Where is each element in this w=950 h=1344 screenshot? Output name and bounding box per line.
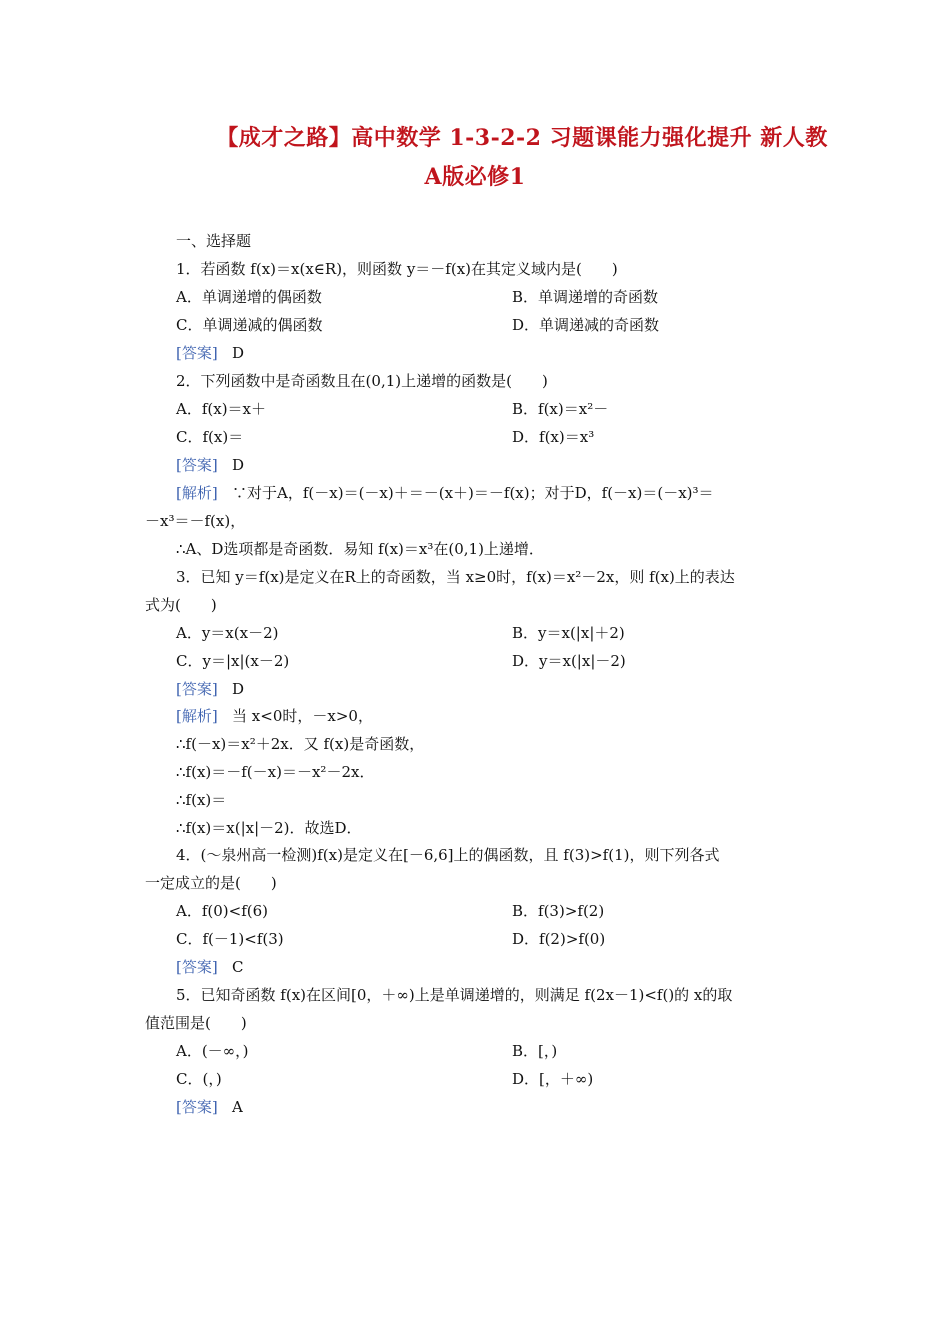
q1-option-a: A．单调递增的偶函数: [176, 288, 322, 306]
q3-analysis-4: ∴f(x)＝: [176, 791, 227, 809]
analysis-tag: [解析]: [176, 707, 218, 725]
document-title-line2: A版必修1: [424, 164, 526, 190]
q1-stem: 1．若函数 f(x)＝x(x∈R)，则函数 y＝－f(x)在其定义域内是( ): [176, 260, 618, 278]
q4-option-b: B．f(3)>f(2): [512, 902, 605, 920]
q4-option-d: D．f(2)>f(0): [512, 930, 606, 948]
q3-analysis-1: 当 x<0时，－x>0，: [232, 707, 373, 725]
q3-stem-2: 式为( ): [145, 596, 217, 614]
q2-analysis-1: ∵对于A，f(－x)＝(－x)＋＝－(x＋)＝－f(x)；对于D，f(－x)＝(－x)³＝: [232, 484, 714, 502]
q2-analysis-row: [176, 483, 714, 503]
q2-stem: 2．下列函数中是奇函数且在(0,1)上递增的函数是( ): [176, 372, 548, 390]
q5-stem-2: 值范围是( ): [145, 1014, 247, 1032]
q4-option-c: C．f(－1)<f(3): [176, 930, 284, 948]
q2-analysis-3: ∴A、D选项都是奇函数．易知 f(x)＝x³在(0,1)上递增．: [176, 540, 544, 558]
q5-option-a: A．(－∞，): [176, 1042, 249, 1060]
q5-stem-1: 5．已知奇函数 f(x)在区间[0，＋∞)上是单调递增的，则满足 f(2x－1)<f()的 x的取: [176, 986, 733, 1004]
q3-answer: D: [232, 680, 245, 698]
q5-option-c: C．(，): [176, 1070, 222, 1088]
q5-option-b: B．[，): [512, 1042, 558, 1060]
q1-option-b: B．单调递增的奇函数: [512, 288, 659, 306]
q3-analysis-2: ∴f(－x)＝x²＋2x．又 f(x)是奇函数，: [176, 735, 425, 753]
q4-answer-row: [176, 957, 244, 977]
q2-option-c: C．f(x)＝: [176, 428, 244, 446]
section-heading: 一、选择题: [176, 232, 252, 250]
document-title-line1: 【成才之路】高中数学 1-3-2-2 习题课能力强化提升 新人教: [216, 125, 828, 151]
q4-stem-1: 4．(～泉州高一检测)f(x)是定义在[－6,6]上的偶函数，且 f(3)>f(1)，则下列各式: [176, 846, 720, 864]
q4-option-a: A．f(0)<f(6): [176, 902, 268, 920]
q1-option-d: D．单调递减的奇函数: [512, 316, 660, 334]
q3-analysis-5: ∴f(x)＝x(|x|－2)．故选D．: [176, 819, 362, 837]
q1-option-c: C．单调递减的偶函数: [176, 316, 323, 334]
answer-tag: [答案]: [176, 680, 218, 698]
q2-answer-row: [176, 455, 244, 475]
analysis-tag: [解析]: [176, 484, 218, 502]
q3-analysis-row: [176, 706, 373, 726]
q4-answer: C: [232, 958, 244, 976]
q2-option-b: B．f(x)＝x²－: [512, 400, 609, 418]
q2-answer: D: [232, 456, 245, 474]
q2-option-d: D．f(x)＝x³: [512, 428, 595, 446]
q5-answer-row: [176, 1097, 243, 1117]
q1-answer-row: [176, 343, 244, 363]
q2-analysis-2: －x³＝－f(x)，: [145, 512, 246, 530]
q3-option-d: D．y＝x(|x|－2): [512, 652, 626, 670]
answer-tag: [答案]: [176, 958, 218, 976]
q4-stem-2: 一定成立的是( ): [145, 874, 277, 892]
q3-answer-row: [176, 679, 244, 699]
q3-option-b: B．y＝x(|x|＋2): [512, 624, 625, 642]
q5-option-d: D．[，＋∞): [512, 1070, 594, 1088]
answer-tag: [答案]: [176, 1098, 218, 1116]
q3-option-a: A．y＝x(x－2): [176, 624, 279, 642]
q3-option-c: C．y＝|x|(x－2): [176, 652, 290, 670]
q3-stem-1: 3．已知 y＝f(x)是定义在R上的奇函数，当 x≥0时，f(x)＝x²－2x，则 f(x)上的表达: [176, 568, 735, 586]
answer-tag: [答案]: [176, 344, 218, 362]
q1-answer: D: [232, 344, 245, 362]
q3-analysis-3: ∴f(x)＝－f(－x)＝－x²－2x．: [176, 763, 375, 781]
answer-tag: [答案]: [176, 456, 218, 474]
q5-answer: A: [232, 1098, 243, 1116]
q2-option-a: A．f(x)＝x＋: [176, 400, 267, 418]
